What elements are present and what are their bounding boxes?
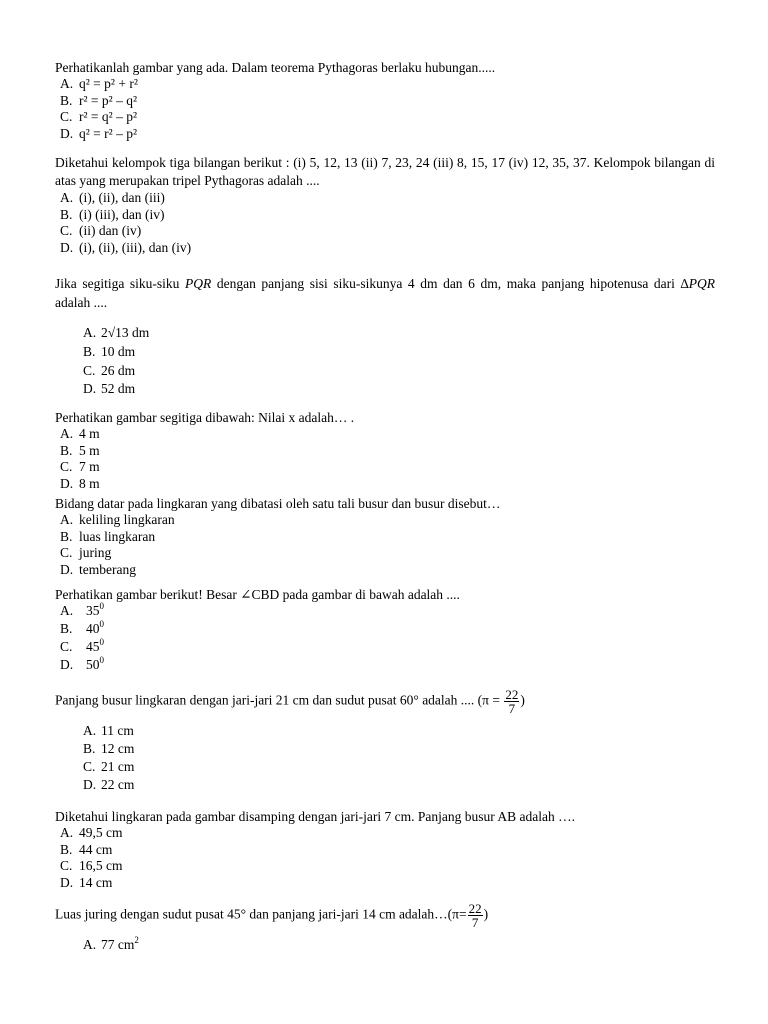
option-text: q² = p² + r²	[79, 76, 138, 91]
option-text: (ii) dan (iv)	[79, 223, 142, 239]
fraction-numerator: 22	[468, 901, 482, 916]
stem-text: )	[483, 906, 489, 922]
option-text: 21 cm	[101, 759, 135, 774]
option-text: r² = q² – p²	[79, 109, 138, 125]
option-letter: D.	[83, 381, 97, 397]
option-text: 12 cm	[101, 741, 135, 756]
option-list	[55, 76, 715, 142]
option-list	[55, 825, 715, 891]
option-text: 2√13 dm	[101, 325, 150, 340]
option-letter: A.	[60, 76, 74, 91]
question-stem: Diketahui kelompok tiga bilangan berikut : (i) 5, 12, 13 (ii) 7, 23, 24 (iii) 8, 15, 17 (iv) 12, 35, 37. Kelompok bilangan di atas yang merupakan tripel Pythagoras adalah ....	[55, 155, 715, 188]
option-item	[55, 545, 715, 562]
option-letter: C.	[60, 639, 73, 654]
stem-text: adalah ....	[55, 295, 108, 310]
option-letter: A.	[83, 937, 97, 952]
question-stem: Diketahui lingkaran pada gambar disamping dengan jari-jari 7 cm. Panjang busur AB adalah ….	[55, 809, 575, 824]
option-text: 22 cm	[101, 777, 135, 792]
option-item	[55, 426, 715, 443]
option-list	[55, 934, 715, 955]
option-item	[55, 618, 715, 639]
option-letter: A.	[83, 325, 97, 340]
option-text: temberang	[79, 561, 136, 577]
option-text: 16,5 cm	[79, 858, 123, 874]
option-text	[86, 654, 104, 673]
option-value: 77 cm	[101, 937, 135, 952]
option-letter: D.	[60, 561, 74, 577]
option-letter: B.	[60, 621, 73, 636]
option-letter: B.	[83, 343, 96, 359]
unit-sup: 2	[134, 934, 139, 945]
pi-fraction	[468, 902, 483, 929]
question-1	[55, 60, 715, 142]
degree-sup: 0	[99, 600, 104, 611]
option-item	[55, 76, 715, 93]
option-value: 50	[86, 657, 100, 672]
option-item	[83, 934, 715, 955]
option-letter: C.	[60, 545, 73, 561]
option-text: 8 m	[79, 475, 100, 491]
option-text: (i), (ii), dan (iii)	[79, 190, 165, 205]
option-list	[55, 723, 715, 795]
option-letter: A.	[60, 603, 74, 618]
option-text: 5 m	[79, 442, 100, 458]
option-letter: A.	[83, 723, 97, 738]
option-item	[83, 741, 715, 759]
option-letter: B.	[60, 528, 73, 544]
option-letter: C.	[60, 459, 73, 475]
option-item	[83, 325, 715, 344]
option-item	[55, 223, 715, 240]
stem-text: )	[520, 692, 525, 708]
option-letter: C.	[60, 858, 73, 874]
question-9	[55, 902, 715, 955]
stem-text: Jika segitiga siku-siku	[55, 276, 185, 291]
option-letter: D.	[60, 657, 74, 672]
question-7	[55, 688, 715, 795]
option-list	[55, 325, 715, 400]
option-letter: B.	[60, 841, 73, 857]
option-text	[86, 600, 104, 619]
option-letter: C.	[83, 759, 96, 774]
question-5	[55, 496, 715, 578]
question-6	[55, 587, 715, 675]
option-text: 10 dm	[101, 343, 136, 359]
option-letter: C.	[60, 223, 73, 239]
option-letter: D.	[83, 777, 97, 792]
option-letter: B.	[83, 741, 96, 756]
option-text: 44 cm	[79, 841, 113, 857]
option-text: 11 cm	[101, 723, 134, 738]
stem-variable: PQR	[185, 276, 212, 291]
option-list	[55, 600, 715, 675]
option-list	[55, 190, 715, 256]
option-letter: A.	[60, 426, 74, 441]
option-item	[55, 654, 715, 675]
option-text: 7 m	[79, 459, 100, 475]
option-item	[55, 126, 715, 143]
fraction-denominator: 7	[471, 915, 479, 930]
question-stem	[55, 274, 715, 312]
question-3	[55, 274, 715, 400]
option-text: 52 dm	[101, 381, 136, 397]
option-text: (i) (iii), dan (iv)	[79, 206, 165, 222]
option-text	[86, 618, 104, 637]
fraction-numerator: 22	[505, 687, 519, 702]
option-text: luas lingkaran	[79, 528, 156, 544]
option-list	[55, 426, 715, 492]
option-value: 40	[86, 621, 100, 636]
fraction-denominator: 7	[508, 701, 516, 716]
option-text	[101, 934, 139, 953]
degree-sup: 0	[99, 636, 104, 647]
option-item	[55, 858, 715, 875]
option-letter: A.	[60, 190, 74, 205]
option-item	[55, 842, 715, 859]
option-item	[83, 759, 715, 777]
option-item	[55, 93, 715, 110]
option-item	[55, 875, 715, 892]
option-item	[83, 363, 715, 382]
option-item	[55, 109, 715, 126]
option-text: 26 dm	[101, 362, 136, 378]
question-2	[55, 154, 715, 256]
option-value: 35	[86, 603, 100, 618]
option-item	[55, 240, 715, 257]
option-item	[83, 344, 715, 363]
option-letter: D.	[60, 874, 74, 890]
option-value: 45	[86, 639, 100, 654]
option-letter: B.	[60, 92, 73, 108]
option-letter: B.	[60, 206, 73, 222]
option-letter: A.	[60, 512, 74, 527]
degree-sup: 0	[99, 618, 104, 629]
option-text: r² = p² – q²	[79, 92, 138, 108]
option-letter: D.	[60, 239, 74, 255]
question-8	[55, 809, 715, 891]
option-item	[55, 512, 715, 529]
option-letter: C.	[60, 109, 73, 125]
option-list	[55, 512, 715, 578]
option-text: (i), (ii), (iii), dan (iv)	[79, 239, 192, 255]
option-text: q² = r² – p²	[79, 125, 138, 141]
stem-text: dengan panjang sisi siku-sikunya 4 dm dan 6 dm, maka panjang hipotenusa dari ∆	[211, 276, 689, 291]
option-item	[55, 825, 715, 842]
question-stem	[55, 902, 715, 929]
option-item	[55, 190, 715, 207]
option-text: juring	[79, 545, 112, 561]
option-item	[83, 777, 715, 795]
option-letter: A.	[60, 825, 74, 840]
option-text: 49,5 cm	[79, 825, 123, 840]
option-item	[55, 459, 715, 476]
option-item	[55, 562, 715, 579]
option-item	[55, 636, 715, 657]
question-stem: Perhatikanlah gambar yang ada. Dalam teorema Pythagoras berlaku hubungan.....	[55, 60, 496, 75]
question-stem: Bidang datar pada lingkaran yang dibatasi oleh satu tali busur dan busur disebut…	[55, 496, 501, 511]
option-item	[83, 381, 715, 400]
option-item	[55, 207, 715, 224]
option-text	[86, 636, 104, 655]
option-item	[55, 600, 715, 621]
option-letter: C.	[83, 362, 96, 378]
question-stem: Perhatikan gambar berikut! Besar ∠CBD pada gambar di bawah adalah ....	[55, 587, 460, 602]
option-letter: D.	[60, 125, 74, 141]
option-letter: D.	[60, 475, 74, 491]
option-text: 14 cm	[79, 874, 113, 890]
question-stem	[55, 688, 715, 715]
question-4	[55, 410, 715, 492]
question-stem: Perhatikan gambar segitiga dibawah: Nilai x adalah… .	[55, 410, 355, 425]
option-item	[55, 476, 715, 493]
stem-text: Panjang busur lingkaran dengan jari-jari 21 cm dan sudut pusat 60° adalah .... (π =	[55, 692, 504, 708]
stem-text: Luas juring dengan sudut pusat 45° dan panjang jari-jari 14 cm adalah…(π=	[55, 906, 467, 922]
pi-fraction	[504, 688, 519, 715]
option-text: keliling lingkaran	[79, 512, 175, 527]
degree-sup: 0	[99, 654, 104, 665]
option-item	[55, 443, 715, 460]
stem-variable: PQR	[688, 276, 715, 291]
option-letter: B.	[60, 442, 73, 458]
option-text: 4 m	[79, 426, 100, 441]
option-item	[55, 529, 715, 546]
option-item	[83, 723, 715, 741]
